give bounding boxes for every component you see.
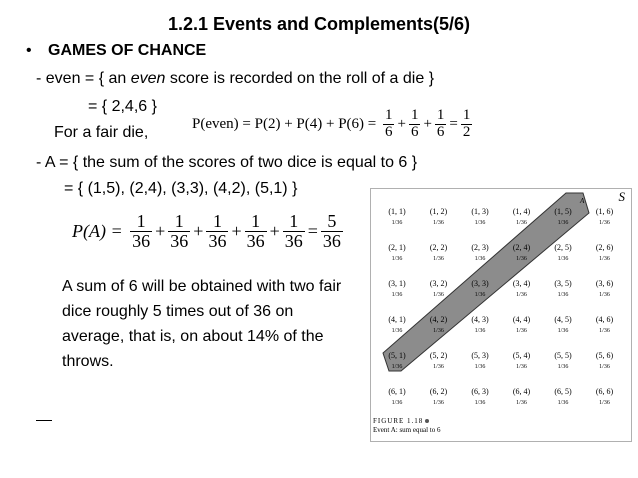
outcome-cell xyxy=(377,351,417,370)
outcome-probability: 1/36 xyxy=(474,364,486,370)
even-def-pre: - even = { an xyxy=(36,70,131,87)
outcome-pair: (1, 5) xyxy=(554,207,572,216)
figure-caption xyxy=(373,417,440,435)
heading-text: GAMES OF CHANCE xyxy=(48,42,207,59)
outcome-cell xyxy=(543,387,583,406)
outcome-cell xyxy=(585,351,625,370)
outcome-cell xyxy=(377,315,417,334)
event-a-set: = { (1,5), (2,4), (3,3), (4,2), (5,1) } xyxy=(64,180,298,197)
outcome-probability: 1/36 xyxy=(433,292,444,298)
eq2-operator: + xyxy=(193,220,204,241)
outcome-cell xyxy=(460,387,500,406)
eq1-term-2-numerator: 1 xyxy=(410,107,419,123)
eq1-term-1-numerator: 1 xyxy=(384,107,393,123)
eq2-result xyxy=(321,212,343,251)
outcome-probability: 1/36 xyxy=(599,328,610,334)
eq1-term-2-denominator: 6 xyxy=(410,123,419,140)
outcome-probability: 1/36 xyxy=(599,364,610,370)
outcome-pair: (2, 5) xyxy=(554,243,572,252)
eq2-term-5 xyxy=(283,212,305,251)
outcome-cell xyxy=(502,387,542,406)
figure-caption-text: Event A: sum equal to 6 xyxy=(373,426,441,434)
eq2-term-4-numerator: 1 xyxy=(251,211,261,231)
eq2-term-3-denominator: 36 xyxy=(208,230,227,251)
outcome-pair: (3, 5) xyxy=(554,279,572,288)
eq2-term-1-numerator: 1 xyxy=(136,211,146,231)
outcome-cell xyxy=(585,207,625,226)
outcome-pair: (3, 3) xyxy=(471,279,489,288)
eq2-term-2-numerator: 1 xyxy=(174,211,184,231)
outcome-cell xyxy=(585,387,625,406)
outcome-pair: (3, 6) xyxy=(595,279,614,288)
outcome-probability: 1/36 xyxy=(599,256,610,262)
eq1-operator: + xyxy=(397,115,406,132)
outcome-cell xyxy=(585,279,625,298)
eq2-term-4-denominator: 36 xyxy=(246,230,265,251)
even-definition xyxy=(36,70,434,88)
outcome-probability: 1/36 xyxy=(474,292,486,298)
outcome-pair: (4, 4) xyxy=(512,315,531,324)
outcome-cell xyxy=(460,207,500,226)
eq2-term-3-numerator: 1 xyxy=(212,211,222,231)
outcome-pair: (4, 2) xyxy=(429,315,448,324)
eq1-operator: + xyxy=(423,115,432,132)
outcome-probability: 1/36 xyxy=(557,256,569,262)
even-set: = { 2,4,6 } xyxy=(88,98,157,115)
outcome-pair: (5, 6) xyxy=(595,351,614,360)
outcome-pair: (4, 5) xyxy=(554,315,572,324)
eq2-term-2 xyxy=(168,212,190,251)
eq2-term-5-numerator: 1 xyxy=(289,211,299,231)
outcome-probability: 1/36 xyxy=(516,220,527,226)
outcome-pair: (2, 2) xyxy=(429,243,448,252)
outcome-cell xyxy=(377,243,417,262)
outcome-probability: 1/36 xyxy=(557,400,569,406)
outcome-pair: (5, 4) xyxy=(512,351,531,360)
outcome-probability: 1/36 xyxy=(599,400,610,406)
eq1-result-denominator: 2 xyxy=(462,123,471,140)
outcome-probability: 1/36 xyxy=(474,256,486,262)
outcome-pair: (6, 1) xyxy=(388,387,406,396)
outcome-probability: 1/36 xyxy=(474,328,486,334)
outcome-probability: 1/36 xyxy=(433,220,444,226)
outcome-pair: (1, 4) xyxy=(512,207,531,216)
outcome-cell xyxy=(543,279,583,298)
eq1-term-3 xyxy=(435,108,447,141)
eq2-operator: + xyxy=(231,220,242,241)
footer-dash xyxy=(36,420,52,421)
outcome-probability: 1/36 xyxy=(516,256,527,262)
eq1-term-1-denominator: 6 xyxy=(384,123,393,140)
eq2-operator: + xyxy=(155,220,166,241)
eq2-term-1 xyxy=(130,212,152,251)
outcome-cell xyxy=(502,207,542,226)
outcome-cell xyxy=(502,243,542,262)
bullet-dot: • xyxy=(26,42,32,59)
outcome-pair: (6, 4) xyxy=(512,387,531,396)
outcome-pair: (6, 5) xyxy=(554,387,572,396)
eq2-term-1-denominator: 36 xyxy=(132,230,151,251)
eq1-lhs: P(even) = P(2) + P(4) + P(6) = xyxy=(192,115,377,132)
outcome-cell xyxy=(543,207,583,226)
outcome-pair: (4, 1) xyxy=(388,315,406,324)
outcome-probability: 1/36 xyxy=(433,328,444,334)
event-label: A xyxy=(580,197,585,205)
outcome-probability: 1/36 xyxy=(599,220,610,226)
fair-die-label: For a fair die, xyxy=(54,124,149,141)
eq1-operator: = xyxy=(449,115,458,132)
outcome-probability: 1/36 xyxy=(557,220,569,226)
slide-title: 1.2.1 Events and Complements(5/6) xyxy=(167,14,471,34)
outcome-cell xyxy=(419,351,459,370)
outcome-pair: (4, 3) xyxy=(471,315,489,324)
outcome-cell xyxy=(377,207,417,226)
outcome-cell xyxy=(543,243,583,262)
outcome-pair: (5, 1) xyxy=(388,351,406,360)
eq2-term-3 xyxy=(206,212,228,251)
eq1-term-1 xyxy=(383,108,395,141)
outcome-cell xyxy=(419,279,459,298)
outcome-pair: (2, 4) xyxy=(512,243,531,252)
equation-even-probability xyxy=(190,108,473,141)
outcome-probability: 1/36 xyxy=(391,364,403,370)
outcome-pair: (6, 2) xyxy=(429,387,448,396)
outcome-probability: 1/36 xyxy=(557,328,569,334)
outcome-pair: (2, 1) xyxy=(388,243,406,252)
caption-bullet-icon xyxy=(425,419,429,423)
eq1-result xyxy=(461,108,473,141)
outcome-cell xyxy=(419,387,459,406)
outcome-cell xyxy=(419,243,459,262)
eq1-term-3-denominator: 6 xyxy=(436,123,445,140)
outcome-probability: 1/36 xyxy=(557,292,569,298)
explanation-paragraph: A sum of 6 will be obtained with two fair dice roughly 5 times out of 36 on average, that is, on about 14% of the throws. xyxy=(62,278,342,370)
outcome-cell xyxy=(460,279,500,298)
outcome-probability: 1/36 xyxy=(433,400,444,406)
outcome-pair: (6, 6) xyxy=(595,387,614,396)
eq2-term-4 xyxy=(245,212,267,251)
eq2-term-5-denominator: 36 xyxy=(284,230,303,251)
outcome-pair: (1, 2) xyxy=(429,207,448,216)
outcome-probability: 1/36 xyxy=(516,364,527,370)
outcome-probability: 1/36 xyxy=(433,256,444,262)
eq2-lhs: P(A) = xyxy=(72,220,123,241)
bullet-heading xyxy=(26,42,206,60)
outcome-pair: (5, 5) xyxy=(554,351,572,360)
outcome-pair: (5, 3) xyxy=(471,351,489,360)
outcome-probability: 1/36 xyxy=(391,292,403,298)
outcome-cell xyxy=(543,315,583,334)
eq1-result-numerator: 1 xyxy=(462,107,471,123)
outcome-probability: 1/36 xyxy=(391,256,403,262)
outcome-probability: 1/36 xyxy=(599,292,610,298)
outcome-cell xyxy=(419,207,459,226)
outcome-pair: (1, 1) xyxy=(388,207,406,216)
eq2-operator: + xyxy=(269,220,280,241)
outcome-pair: (5, 2) xyxy=(429,351,448,360)
outcome-cell xyxy=(377,387,417,406)
outcome-probability: 1/36 xyxy=(474,400,486,406)
outcome-pair: (3, 4) xyxy=(512,279,531,288)
outcome-cell xyxy=(460,351,500,370)
outcome-cell xyxy=(543,351,583,370)
outcome-cell xyxy=(502,279,542,298)
outcome-cell xyxy=(585,243,625,262)
outcome-probability: 1/36 xyxy=(557,364,569,370)
outcome-probability: 1/36 xyxy=(391,328,403,334)
outcome-pair: (2, 6) xyxy=(595,243,614,252)
outcome-cell xyxy=(502,315,542,334)
outcome-pair: (3, 1) xyxy=(388,279,406,288)
outcome-pair: (3, 2) xyxy=(429,279,448,288)
outcome-probability: 1/36 xyxy=(433,364,444,370)
outcome-pair: (6, 3) xyxy=(471,387,489,396)
outcome-cell xyxy=(502,351,542,370)
eq1-term-3-numerator: 1 xyxy=(436,107,445,123)
outcome-pair: (4, 6) xyxy=(595,315,614,324)
outcome-cell xyxy=(585,315,625,334)
outcome-pair: (1, 6) xyxy=(595,207,614,216)
outcome-cell xyxy=(460,315,500,334)
even-def-italic: even xyxy=(130,70,166,87)
outcome-probability: 1/36 xyxy=(516,400,527,406)
outcome-cell xyxy=(460,243,500,262)
outcome-pair: (1, 3) xyxy=(471,207,489,216)
outcome-cell xyxy=(419,315,459,334)
figure-number: FIGURE 1.18 xyxy=(373,417,424,425)
event-a-definition: - A = { the sum of the scores of two dice is equal to 6 } xyxy=(36,154,418,171)
even-def-post: score is recorded on the roll of a die } xyxy=(165,70,435,87)
outcome-cell xyxy=(377,279,417,298)
outcome-probability: 1/36 xyxy=(391,400,403,406)
sample-space-label: S xyxy=(618,189,625,204)
outcome-probability: 1/36 xyxy=(474,220,486,226)
outcome-probability: 1/36 xyxy=(516,292,527,298)
equation-a-probability xyxy=(70,212,344,251)
sample-space-figure xyxy=(370,188,632,442)
eq2-operator: = xyxy=(307,220,318,241)
outcome-probability: 1/36 xyxy=(391,220,403,226)
eq2-result-denominator: 36 xyxy=(322,230,341,251)
eq2-result-numerator: 5 xyxy=(327,211,337,231)
outcome-probability: 1/36 xyxy=(516,328,527,334)
eq1-term-2 xyxy=(409,108,421,141)
outcome-pair: (2, 3) xyxy=(471,243,489,252)
eq2-term-2-denominator: 36 xyxy=(170,230,189,251)
